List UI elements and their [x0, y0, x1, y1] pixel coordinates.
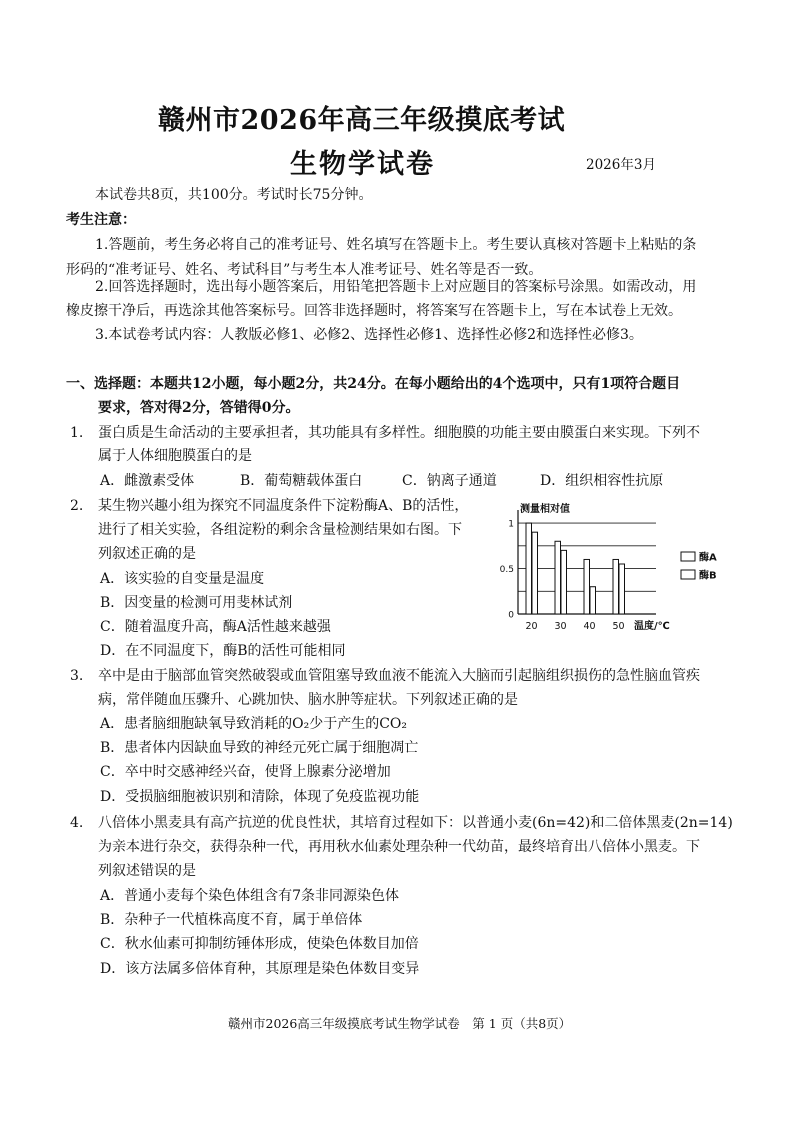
question-3-option-d: D．受损脑细胞被识别和清除，体现了免疫监视功能 — [100, 789, 420, 805]
bar-酶A-30 — [555, 541, 561, 614]
y-tick-label: 0.5 — [499, 565, 514, 576]
question-1-option-a: A．雌激素受体 — [100, 473, 195, 489]
x-tick-label: 30 — [554, 621, 567, 632]
notice-2-line-1: 2.回答选择题时，选出每小题答案后，用铅笔把答题卡上对应题目的答案标号涂黑。如需改动，用 — [95, 279, 697, 295]
bar-酶A-40 — [584, 559, 590, 614]
question-2-option-b: B．因变量的检测可用斐林试剂 — [100, 595, 293, 611]
question-1-stem-2: 属于人体细胞膜蛋白的是 — [98, 448, 252, 464]
exam-info: 本试卷共8页，共100分。考试时长75分钟。 — [95, 187, 373, 203]
question-3-option-b: B．患者体内因缺血导致的神经元死亡属于细胞凋亡 — [100, 740, 419, 756]
bar-酶A-50 — [613, 559, 619, 614]
exam-date: 2026年3月 — [586, 157, 656, 173]
question-3-stem-2: 病，常伴随血压骤升、心跳加快、脑水肿等症状。下列叙述正确的是 — [98, 692, 518, 708]
question-1-option-d: D．组织相容性抗原 — [540, 473, 664, 489]
exam-subtitle: 生物学试卷 — [290, 149, 435, 180]
bar-酶B-30 — [561, 550, 567, 614]
y-tick-labels — [500, 520, 515, 621]
y-axis-label: 测量相对值 — [520, 504, 570, 515]
notice-title: 考生注意： — [66, 212, 136, 228]
question-4-stem-1: 八倍体小黑麦具有高产抗逆的优良性状，其培育过程如下：以普通小麦(6n=42)和二倍体黑麦(2n=14) — [98, 815, 733, 831]
section-1-heading-line-2: 要求，答对得2分，答错得0分。 — [98, 400, 300, 416]
chart-legend — [681, 551, 717, 582]
question-3-stem-1: 卒中是由于脑部血管突然破裂或血管阻塞导致血液不能流入大脑而引起脑组织损伤的急性脑血管疾 — [98, 668, 700, 684]
question-2-number: 2. — [70, 498, 84, 514]
question-4-number: 4. — [70, 815, 84, 831]
legend-label: 酶B — [699, 570, 717, 582]
question-2-option-c: C．随着温度升高，酶A活性越来越强 — [100, 619, 331, 635]
y-tick-label: 0 — [508, 610, 514, 621]
bar-酶B-20 — [532, 532, 538, 614]
y-tick-label: 1 — [508, 519, 514, 530]
bar-酶B-40 — [590, 587, 596, 614]
legend-swatch — [681, 570, 695, 579]
section-1-heading-line-1: 一、选择题：本题共12小题，每小题2分，共24分。在每小题给出的4个选项中，只有1项符合题目 — [66, 376, 681, 392]
question-3-option-a: A．患者脑细胞缺氧导致消耗的O₂少于产生的CO₂ — [100, 716, 408, 732]
question-4-stem-3: 列叙述错误的是 — [98, 863, 196, 879]
question-2-stem-3: 列叙述正确的是 — [98, 546, 196, 562]
notice-2-line-2: 橡皮擦干净后，再选涂其他答案标号。回答非选择题时，将答案写在答题卡上，写在本试卷上无效。 — [66, 303, 682, 319]
x-tick-label: 40 — [583, 621, 596, 632]
page-footer: 赣州市2026高三年级摸底考试生物学试卷 第 1 页（共8页） — [228, 1016, 572, 1031]
question-3-option-c: C．卒中时交感神经兴奋，使肾上腺素分泌增加 — [100, 764, 391, 780]
question-4-option-c: C．秋水仙素可抑制纺锤体形成，使染色体数目加倍 — [100, 936, 419, 952]
question-4-option-a: A．普通小麦每个染色体组含有7条非同源染色体 — [100, 888, 400, 904]
bar-酶B-50 — [619, 564, 625, 614]
question-4-option-d: D．该方法属多倍体育种，其原理是染色体数目变异 — [100, 961, 420, 977]
x-tick-label: 50 — [612, 621, 625, 632]
x-tick-labels — [525, 621, 624, 632]
question-3-number: 3. — [70, 668, 84, 684]
legend-label: 酶A — [699, 552, 717, 564]
notice-3: 3.本试卷考试内容：人教版必修1、必修2、选择性必修1、选择性必修2和选择性必修3。 — [95, 327, 643, 343]
question-2-stem-2: 进行了相关实验，各组淀粉的剩余含量检测结果如右图。下 — [98, 522, 462, 538]
notice-1-line-2: 形码的“准考证号、姓名、考试科目”与考生本人准考证号、姓名等是否一致。 — [66, 262, 543, 278]
question-2-stem-1: 某生物兴趣小组为探究不同温度条件下淀粉酶A、B的活性， — [98, 498, 469, 514]
x-tick-label: 20 — [525, 621, 538, 632]
question-1-stem-1: 蛋白质是生命活动的主要承担者，其功能具有多样性。细胞膜的功能主要由膜蛋白来实现。下列不 — [98, 425, 700, 441]
question-2-option-a: A．该实验的自变量是温度 — [100, 571, 265, 587]
question-2-option-d: D．在不同温度下，酶B的活性可能相同 — [100, 643, 346, 659]
exam-title: 赣州市2026年高三年级摸底考试 — [158, 105, 566, 136]
question-1-option-b: B．葡萄糖载体蛋白 — [240, 473, 363, 489]
question-1-option-c: C．钠离子通道 — [402, 473, 497, 489]
bar-酶A-20 — [526, 523, 532, 614]
question-4-option-b: B．杂种子一代植株高度不育，属于单倍体 — [100, 912, 363, 928]
enzyme-activity-chart — [496, 502, 726, 634]
question-1-number: 1. — [70, 425, 84, 441]
legend-swatch — [681, 552, 695, 561]
notice-1-line-1: 1.答题前，考生务必将自己的准考证号、姓名填写在答题卡上。考生要认真核对答题卡上粘贴的条 — [95, 237, 697, 253]
question-4-stem-2: 为亲本进行杂交，获得杂种一代，再用秋水仙素处理杂种一代幼苗，最终培育出八倍体小黑麦。下 — [98, 839, 700, 855]
x-axis-label: 温度/℃ — [634, 621, 670, 632]
